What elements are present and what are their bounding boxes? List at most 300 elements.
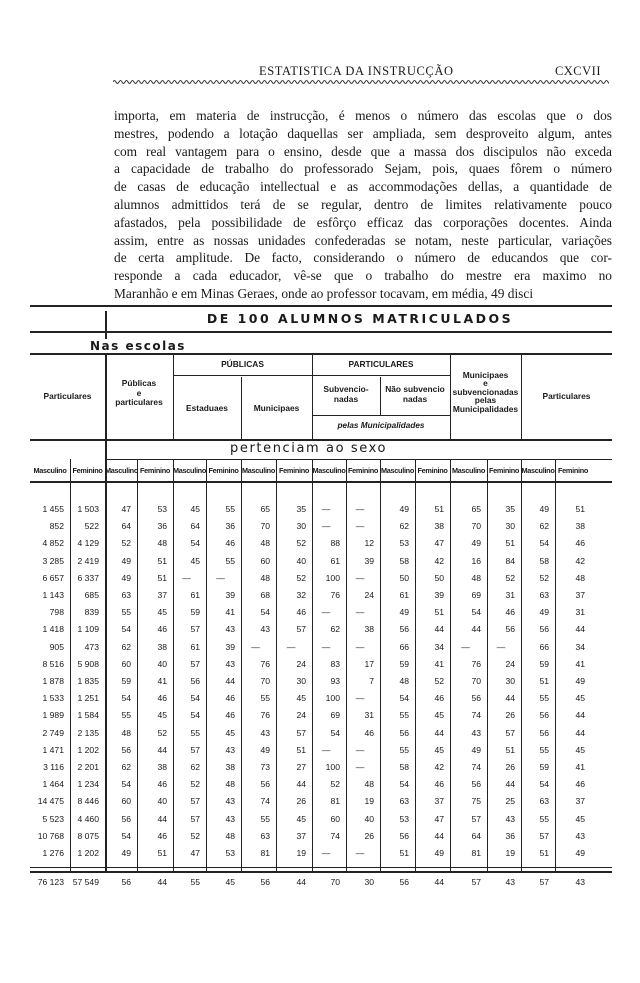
table-cell: 31: [505, 590, 515, 600]
table-cell: 44: [505, 693, 515, 704]
total-cell: 56: [121, 877, 131, 888]
table-cell: 1 464: [42, 779, 64, 790]
table-cell: 50: [434, 572, 444, 583]
table-cell: 58: [539, 555, 549, 566]
table-cell: 76: [260, 658, 270, 669]
table-cell: 3 285: [42, 555, 64, 566]
table-cell: 45: [575, 693, 585, 704]
table-cell: 1 202: [77, 744, 99, 755]
body-line: com real vantagem para o ensino, desde que a massa dos discipulos não exceda: [114, 143, 612, 159]
table-cell: —: [216, 572, 225, 583]
table-cell: 49: [121, 572, 131, 583]
table-cell: 57: [190, 624, 200, 635]
table-cell: 839: [84, 607, 99, 618]
table-cell: 55: [539, 813, 549, 824]
table-cell: 53: [157, 504, 167, 514]
sub-header-masculino: Masculino: [521, 466, 555, 475]
table-cell: 74: [471, 710, 481, 721]
pertenciam-ao-sexo-label: pertenciam ao sexo: [230, 441, 388, 456]
body-line: a capacidade de trabalho do professorado Sejam, pois, quaes fôrem o número: [114, 161, 612, 177]
total-cell: 56: [399, 877, 409, 888]
table-cell: 45: [434, 710, 444, 721]
table-cell: 52: [190, 830, 200, 841]
table-cell: 44: [225, 676, 235, 686]
table-cell: 60: [121, 658, 131, 669]
table-cell: 8 516: [42, 658, 64, 669]
table-cell: 48: [575, 572, 585, 583]
table-cell: 1 251: [77, 693, 99, 704]
table-cell: 34: [434, 641, 444, 652]
table-top-rule: [30, 305, 612, 307]
table-cell: 46: [575, 538, 585, 549]
table-cell: 44: [434, 727, 444, 738]
table-cell: 65: [260, 504, 270, 514]
table-cell: 51: [434, 607, 444, 618]
table-cell: 49: [260, 744, 270, 755]
table-cell: 24: [505, 658, 515, 669]
sub-header-feminino: Feminino: [208, 466, 239, 475]
table-cell: —: [355, 504, 365, 514]
table-cell: 49: [575, 676, 585, 686]
body-line: mestres, podendo a lotação daquellas ser ampliada, sem desproveito algum, antes: [114, 125, 612, 141]
table-cell: 66: [539, 641, 549, 652]
table-cell: 26: [296, 796, 306, 807]
table-cell: 55: [190, 727, 200, 738]
table-cell: 52: [121, 538, 131, 549]
table-cell: 1 835: [77, 676, 99, 686]
sub-header-feminino: Feminino: [417, 466, 448, 475]
hdr-municipaes-e-subv-line: subvencionadas: [452, 386, 519, 397]
table-cell: 49: [434, 848, 444, 858]
table-cell: 56: [539, 624, 549, 635]
table-cell: 30: [296, 521, 306, 532]
table-cell: 45: [434, 744, 444, 755]
table-cell: 46: [575, 779, 585, 790]
table-cell: 852: [49, 521, 64, 532]
table-cell: 66: [399, 641, 409, 652]
table-cell: 49: [471, 538, 481, 549]
table-cell: 84: [505, 555, 515, 566]
table-cell: 46: [225, 538, 235, 549]
table-cell: 7: [369, 676, 374, 686]
table-cell: 54: [399, 693, 409, 704]
total-cell: 44: [434, 877, 444, 888]
left-divider: [105, 311, 107, 339]
table-cell: —: [355, 848, 365, 858]
table-cell: 70: [471, 676, 481, 686]
hdr-publicas-e-particulares-line: e: [136, 387, 142, 398]
table-cell: 46: [157, 693, 167, 704]
table-cell: 45: [157, 710, 167, 721]
table-cell: 60: [330, 813, 340, 824]
table-cell: 38: [434, 521, 444, 532]
hdr-publicas: PÚBLICAS: [221, 359, 264, 369]
sub-header-feminino: Feminino: [72, 466, 103, 475]
table-cell: 57: [296, 624, 306, 635]
body-line: de certa amplitude. De facto, considerando o número de educandos que cor-: [114, 250, 612, 266]
hdr-municipaes-e-subv-line: e: [483, 378, 488, 389]
table-cell: 40: [157, 796, 167, 807]
table-cell: 37: [575, 590, 585, 600]
table-cell: 54: [539, 779, 549, 790]
table-cell: 8 075: [77, 830, 99, 841]
table-cell: 56: [539, 710, 549, 721]
table-cell: 46: [157, 830, 167, 841]
table-cell: 54: [121, 624, 131, 635]
table-cell: 24: [296, 710, 306, 721]
table-cell: 54: [121, 693, 131, 704]
table-cell: 1 109: [77, 624, 99, 635]
table-cell: 54: [330, 727, 340, 738]
table-cell: 69: [330, 710, 340, 721]
total-cell: 44: [296, 877, 306, 888]
table-bottom-rule: [30, 871, 612, 873]
table-cell: 31: [364, 710, 374, 721]
table-cell: 1 533: [42, 693, 64, 704]
table-cell: 38: [225, 762, 235, 772]
table-cell: 6 657: [42, 572, 64, 583]
table-cell: 54: [539, 538, 549, 549]
total-cell: 57: [471, 877, 481, 888]
table-cell: 56: [399, 624, 409, 635]
sub-header-feminino: Feminino: [557, 466, 589, 475]
table-cell: —: [321, 607, 331, 618]
table-cell: 59: [539, 658, 549, 669]
sub-header-masculino: Masculino: [452, 466, 485, 475]
table-cell: 54: [190, 693, 200, 704]
table-cell: 1 471: [42, 744, 64, 755]
table-cell: 41: [575, 658, 585, 669]
sub-header-masculino: Masculino: [33, 466, 67, 475]
table-cell: 62: [399, 521, 409, 532]
table-cell: 19: [364, 796, 374, 807]
table-cell: 16: [471, 555, 481, 566]
table-cell: 51: [539, 848, 549, 858]
table-cell: 54: [260, 607, 270, 618]
table-cell: 47: [121, 504, 131, 514]
table-cell: 45: [190, 504, 200, 514]
table-cell: 57: [190, 796, 200, 807]
table-cell: 32: [296, 590, 306, 600]
table-cell: 45: [575, 744, 585, 755]
table-cell: 55: [225, 504, 235, 514]
table-cell: 38: [157, 641, 167, 652]
hdr-nao-subvencionadas-line: nadas: [402, 393, 428, 404]
total-cell: 57 549: [72, 877, 99, 888]
table-cell: 39: [434, 590, 444, 600]
table-cell: 30: [296, 676, 306, 686]
table-cell: 76: [330, 590, 340, 600]
table-cell: 62: [190, 762, 200, 772]
table-cell: —: [355, 744, 365, 755]
table-banner: DE 100 ALUMNOS MATRICULADOS: [206, 311, 514, 326]
table-cell: 45: [296, 693, 306, 704]
table-cell: 64: [190, 521, 200, 532]
table-cell: 45: [225, 727, 235, 738]
table-cell: 64: [471, 830, 481, 841]
table-cell: 52: [296, 572, 306, 583]
table-cell: 43: [225, 624, 235, 635]
table-cell: 73: [260, 762, 270, 772]
table-cell: 44: [575, 624, 585, 635]
table-cell: 51: [157, 555, 167, 566]
table-cell: 53: [399, 813, 409, 824]
table-cell: 44: [434, 624, 444, 635]
table-cell: 46: [157, 624, 167, 635]
table-cell: 17: [364, 658, 374, 669]
table-cell: 51: [575, 504, 585, 514]
table-cell: 57: [505, 727, 515, 738]
table-cell: 905: [49, 641, 64, 652]
table-cell: 40: [364, 813, 374, 824]
table-cell: 44: [434, 830, 444, 841]
table-cell: 24: [364, 590, 374, 600]
body-line: importa, em materia de instrucção, é menos o número das escolas que o dos: [114, 108, 612, 123]
table-cell: —: [355, 521, 365, 532]
table-cell: 1 455: [42, 504, 64, 514]
table-cell: 54: [471, 607, 481, 618]
table-cell: 46: [157, 779, 167, 790]
sub-header-masculino: Masculino: [242, 466, 275, 475]
hdr-pelas-municipalidades: pelas Municipalidades: [337, 421, 425, 430]
total-rule: [30, 867, 612, 868]
sub-header-masculino: Masculino: [173, 466, 206, 475]
table-cell: 56: [399, 830, 409, 841]
hdr-municipaes: Municipaes: [253, 403, 300, 413]
table-cell: 48: [260, 572, 270, 583]
table-cell: 45: [575, 813, 585, 824]
table-cell: 44: [296, 779, 306, 790]
body-line: Maranhão e em Minas Geraes, onde ao professor tocavam, em média, 49 disci: [114, 285, 534, 301]
table-cell: 8 446: [77, 796, 99, 807]
table-cell: 62: [330, 624, 340, 635]
table-cell: 26: [505, 762, 515, 772]
table-cell: 43: [505, 813, 515, 824]
table-cell: 56: [471, 779, 481, 790]
table-cell: 48: [399, 676, 409, 686]
page-number: CXCVII: [554, 64, 601, 78]
table-cell: 52: [157, 727, 167, 738]
table-cell: 93: [330, 676, 340, 686]
nas-escolas-label: Nas escolas: [90, 339, 186, 353]
table-cell: 48: [157, 538, 167, 549]
sub-header-masculino: Masculino: [381, 466, 414, 475]
table-cell: 57: [539, 830, 549, 841]
table-cell: 81: [330, 796, 340, 807]
table-cell: —: [355, 607, 365, 618]
table-cell: 55: [399, 710, 409, 721]
table-cell: 51: [505, 538, 515, 549]
table-cell: 34: [575, 641, 585, 652]
table-cell: 59: [190, 607, 200, 618]
table-cell: 74: [471, 762, 481, 772]
table-cell: 19: [296, 848, 306, 858]
table-cell: 46: [434, 693, 444, 704]
table-cell: 44: [505, 779, 515, 790]
table-cell: 25: [505, 796, 515, 807]
table-cell: 68: [260, 590, 270, 600]
wavy-rule: [113, 78, 609, 86]
total-cell: 56: [260, 877, 270, 888]
table-cell: 30: [505, 521, 515, 532]
table-cell: —: [355, 641, 365, 652]
table-cell: 5 523: [42, 813, 64, 824]
table-cell: 56: [399, 727, 409, 738]
table-cell: 46: [225, 710, 235, 721]
table-cell: —: [321, 848, 331, 858]
table-cell: —: [461, 641, 470, 652]
table-cell: 19: [505, 848, 515, 858]
table-cell: 37: [296, 830, 306, 841]
table-cell: 3 116: [43, 762, 64, 772]
table-cell: 51: [539, 676, 549, 686]
table-cell: 40: [157, 658, 167, 669]
table-cell: 52: [330, 779, 340, 790]
table-cell: —: [355, 572, 365, 583]
hdr-subvencionadas: [312, 385, 380, 404]
table-cell: 62: [121, 641, 131, 652]
table-cell: 685: [84, 590, 99, 600]
table-cell: 42: [575, 555, 585, 566]
total-cell: 43: [505, 877, 515, 888]
table-cell: 38: [575, 521, 585, 532]
sub-header-masculino: Masculino: [312, 466, 346, 475]
body-paragraph: [114, 107, 612, 303]
table-cell: 44: [157, 813, 167, 824]
table-cell: 57: [471, 813, 481, 824]
table-cell: 14 475: [37, 796, 64, 807]
table-cell: 39: [364, 555, 374, 566]
table-cell: 81: [471, 848, 481, 858]
table-cell: 26: [505, 710, 515, 721]
table-cell: 52: [505, 572, 515, 583]
header-title: ESTATISTICA DA INSTRUCÇÃO: [259, 64, 454, 78]
table-cell: 58: [399, 555, 409, 566]
table-cell: 55: [260, 693, 270, 704]
total-cell: 43: [575, 877, 585, 888]
sub-header-feminino: Feminino: [139, 466, 171, 475]
table-cell: 2 135: [77, 727, 99, 738]
table-cell: 49: [471, 744, 481, 755]
hdr-municipaes-e-subv: [450, 371, 521, 413]
sub-header-feminino: Feminino: [347, 466, 379, 475]
table-cell: 49: [575, 848, 585, 858]
table-cell: —: [355, 693, 365, 704]
table-cell: 56: [505, 624, 515, 635]
table-cell: 24: [296, 658, 306, 669]
table-cell: 57: [190, 744, 200, 755]
table-cell: 64: [121, 521, 131, 532]
table-cell: 54: [190, 538, 200, 549]
table-cell: 51: [296, 744, 306, 755]
table-cell: 6 337: [77, 572, 99, 583]
table-cell: 1 202: [77, 848, 99, 858]
table-cell: 100: [325, 572, 340, 583]
table-cell: 46: [505, 607, 515, 618]
table-cell: 31: [575, 607, 585, 618]
table-cell: 1 418: [42, 624, 64, 635]
table-cell: 43: [471, 727, 481, 738]
table-cell: 55: [260, 813, 270, 824]
table-cell: 39: [225, 590, 235, 600]
body-line: responde a cada educador, vê-se que o trabalho do mestre era maximo no: [114, 268, 612, 284]
table-cell: 47: [190, 848, 200, 858]
table-cell: 60: [121, 796, 131, 807]
table-cell: 61: [190, 641, 200, 652]
table-cell: 41: [434, 658, 444, 669]
table-cell: 75: [471, 796, 481, 807]
table-cell: 47: [434, 538, 444, 549]
body-line: assim, entre as nossas unidades confederadas se notam, neste particular, variações: [114, 232, 612, 248]
table-cell: 48: [260, 538, 270, 549]
table-cell: 76: [471, 658, 481, 669]
table-cell: 61: [190, 590, 200, 600]
running-header: [113, 64, 613, 86]
table-cell: 63: [539, 796, 549, 807]
table-cell: 47: [434, 813, 444, 824]
table-cell: —: [496, 641, 506, 652]
table-cell: 63: [399, 796, 409, 807]
hdr-municipaes-e-subv-line: pelas: [474, 395, 497, 406]
table-cell: 55: [539, 744, 549, 755]
table-cell: 49: [121, 848, 131, 858]
table-cell: 57: [190, 658, 200, 669]
hdr-publicas-e-particulares-line: particulares: [115, 397, 163, 407]
hdr-municipaes-e-subv-line: Municipalidades: [452, 403, 519, 414]
table-cell: 74: [260, 796, 270, 807]
hdr-nao-subvencionadas: [380, 385, 450, 404]
table-cell: 55: [225, 555, 235, 566]
table-cell: 48: [121, 727, 131, 738]
table-cell: 52: [190, 779, 200, 790]
table-cell: 39: [225, 641, 235, 652]
table-cell: 43: [225, 658, 235, 669]
table-cell: —: [251, 641, 260, 652]
total-cell: 30: [364, 877, 374, 888]
table-cell: 48: [225, 830, 235, 841]
total-cell: 44: [157, 877, 167, 888]
hdr-particulares-group: PARTICULARES: [348, 359, 414, 369]
table-cell: 59: [399, 658, 409, 669]
table-cell: 798: [49, 607, 64, 618]
hdr-estaduaes: Estaduaes: [186, 403, 228, 413]
table-cell: 45: [190, 555, 200, 566]
banner-rule: [30, 331, 612, 333]
table-cell: 36: [157, 521, 167, 532]
table-cell: 50: [399, 572, 409, 583]
table-cell: 56: [471, 693, 481, 704]
table-cell: 43: [225, 813, 235, 824]
table-cell: 54: [121, 779, 131, 790]
matriculation-table: [30, 305, 612, 888]
table-cell: 473: [84, 641, 99, 652]
table-cell: 57: [190, 813, 200, 824]
table-cell: 1 878: [42, 676, 64, 686]
table-cell: 44: [575, 710, 585, 721]
table-cell: 36: [505, 830, 515, 841]
table-cell: 41: [575, 762, 585, 772]
table-cell: 76: [260, 710, 270, 721]
table-cell: 1 143: [42, 590, 64, 600]
total-cell: 57: [539, 877, 549, 888]
table-cell: —: [182, 572, 191, 583]
table-cell: 55: [399, 744, 409, 755]
table-cell: 59: [539, 762, 549, 772]
table-cell: 4 129: [77, 538, 99, 549]
table-cell: 54: [190, 710, 200, 721]
table-cell: —: [321, 641, 331, 652]
table-cell: 63: [539, 590, 549, 600]
